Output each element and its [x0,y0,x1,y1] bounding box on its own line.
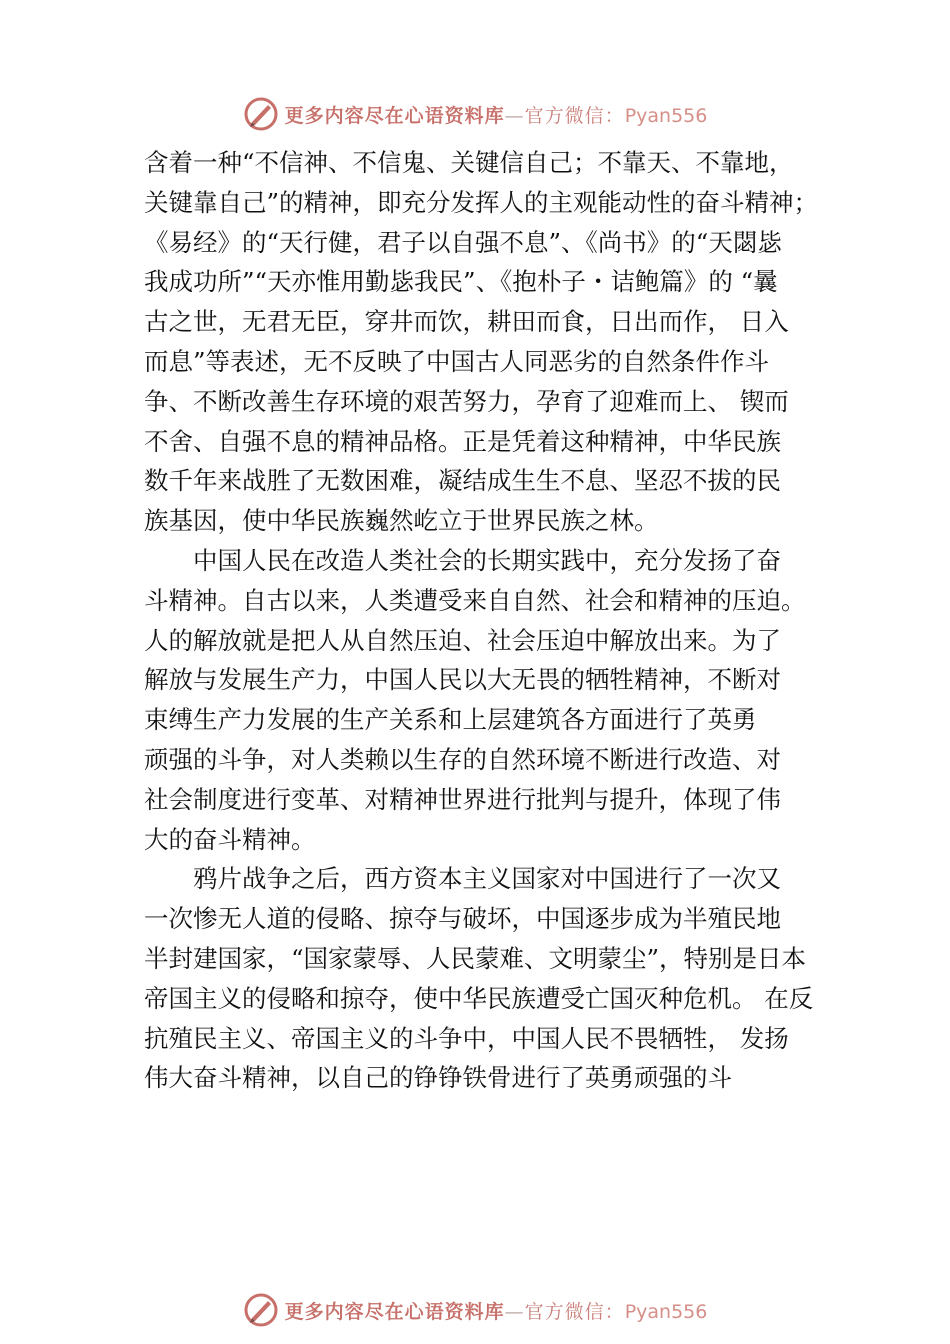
paragraph-start-line: 中国人民在改造人类社会的长期实践中，充分发扬了奋 [193,545,781,575]
header-text [285,101,708,128]
text-line: 束缚生产力发展的生产关系和上层建筑各方面进行了英勇 [144,705,757,735]
header-account: Pyan556 [624,104,708,127]
document-body [144,143,834,1098]
text-line: 伟大奋斗精神，以自己的铮铮铁骨进行了英勇顽强的斗 [144,1063,732,1093]
text-line: 关键靠自己”的精神，即充分发挥人的主观能动性的奋斗精神； [144,187,819,217]
text-line: 《易经》的“天行健，君子以自强不息”、《尚书》的“天閟毖 [144,227,782,257]
text-line: 不舍、自强不息的精神品格。正是凭着这种精神，中华民族 [144,426,781,456]
text-line: 古之世，无君无臣，穿井而饮，耕田而食，日出而作， 日入 [144,307,789,337]
header-name: 更多内容尽在心语资料库 [284,104,505,127]
footer-account: Pyan556 [624,1300,708,1323]
text-line: 社会制度进行变革、对精神世界进行批判与提升，体现了伟 [144,784,781,814]
text-line: 大的奋斗精神。 [144,824,316,854]
text-line: 人的解放就是把人从自然压迫、社会压迫中解放出来。为了 [144,625,781,655]
logo-icon [243,1292,279,1328]
paragraph-start-line: 鸦片战争之后，西方资本主义国家对中国进行了一次又 [193,864,781,894]
header-banner [0,94,950,134]
header-separator: — [504,104,525,127]
text-line: 争、不断改善生存环境的艰苦努力，孕育了迎难而上、 锲而 [144,386,789,416]
header-label: 官方微信： [524,104,625,127]
footer-banner [0,1290,950,1330]
text-line: 我成功所”“天亦惟用勤毖我民”、《抱朴子・诘鲍篇》的 “曩 [144,267,778,297]
footer-separator: — [504,1300,525,1323]
text-line: 一次惨无人道的侵略、掠夺与破坏，中国逐步成为半殖民地 [144,904,781,934]
text-line: 而息”等表述，无不反映了中国古人同恶劣的自然条件作斗 [144,346,770,376]
text-line: 数千年来战胜了无数困难，凝结成生生不息、坚忍不拔的民 [144,466,781,496]
text-line: 含着一种“不信神、不信鬼、关键信自己；不靠天、不靠地， [144,148,794,177]
footer-label: 官方微信： [524,1300,625,1323]
text-line: 斗精神。自古以来，人类遭受来自自然、社会和精神的压迫。 [144,585,806,615]
text-line: 帝国主义的侵略和掠夺，使中华民族遭受亡国灭种危机。 在反 [144,983,814,1013]
text-line: 半封建国家，“国家蒙辱、人民蒙难、文明蒙尘”，特别是日本 [144,943,807,973]
text-line: 解放与发展生产力，中国人民以大无畏的牺牲精神，不断对 [144,665,781,695]
logo-icon [243,96,279,132]
text-line: 顽强的斗争，对人类赖以生存的自然环境不断进行改造、对 [144,744,781,774]
text-line: 族基因，使中华民族巍然屹立于世界民族之林。 [144,506,659,536]
text-line: 抗殖民主义、帝国主义的斗争中，中国人民不畏牺牲， 发扬 [144,1023,789,1053]
footer-name: 更多内容尽在心语资料库 [284,1300,505,1323]
footer-text [285,1297,708,1324]
